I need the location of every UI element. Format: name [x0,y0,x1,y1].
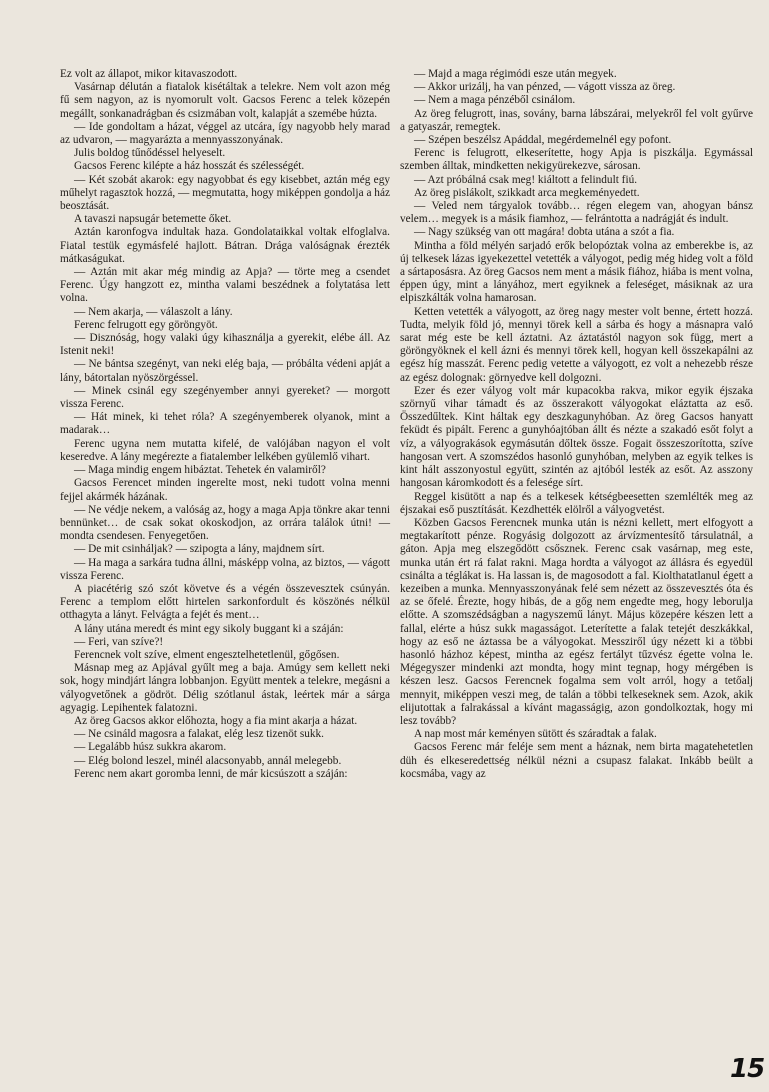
page-number: 15 [730,1054,765,1084]
paragraph: A lány utána meredt és mint egy sikoly buggant ki a száján: [74,622,344,635]
paragraph: — Két szobát akarok: egy nagyobbat és egy kisebbet, aztán még egy műhelyt ragasztok hozzá, — megmutatta, hogy miképpen gondolja a ház beosztását. [60,173,390,213]
paragraph: — Majd a maga régimódi esze után megyek. [414,68,617,80]
right-text-column [400,68,753,781]
paragraph: Közben Gacsos Ferencnek munka után is nézni kellett, mert elfogyott a megtakarított pénze. Rogyásig dolgozott az árvízmentesítő társulatnál, a gáton. Apja meg elszegődött csősznek. Ferenc csak vasárnap, meg este, munka után ért rá falat rakni. Maga hordta a vályogot az állásra és egyedül csinálta a téglákat is. Ha lassan is, de magosodott a fal. Kiolthatatlanul égett a kezeiben a munka. Mennyasszonyának felé sem nézett az összevesztés óta és az se őfelé. Érezte, hogy hibás, de a gőg nem engedte meg, hogy leborulja előtte. A szomszédságban a nagyszemű lányt. Május közepére készen lett a fallal, elérte a húsz sukk magasságot. Leterítette a falak tetejét deszkákkal, hogy az eső ne áztassa be a vályogokat. Messziről úgy nézett ki a többi hasonló házhoz képest, mintha az egész fertályt tűzvész égette volna le. Mégegyszer mindenki azt mondta, hogy mint tegnap, hogy mérgében is készen lesz. Gacsos Ferencnek fogalma sem volt arról, hogy a tetőalj mennyit, miképpen veszi meg, de talán a többi telkeseknek sem. Azok, akik elijutottak a falrakással a kívánt magasságig, azon gondolkoztak, hogy mi lesz tovább? [400,516,753,727]
paragraph: — Maga mindig engem hibáztat. Tehetek én valamiről? [74,464,326,477]
paragraph: — Elég bolond leszel, minél alacsonyabb, annál melegebb. [74,754,342,767]
paragraph: Ferenc ugyna nem mutatta kifelé, de valójában nagyon el volt keseredve. A lány megérezte a fiatalember lelkében gyülemlő vihart. [60,437,390,463]
paragraph: — Azt próbálná csak meg! kiáltott a felindult fiú. [414,173,638,186]
left-text-column [60,68,390,781]
paragraph: — Hát minek, ki tehet róla? A szegényemberek olyanok, mint a madarak… [60,411,390,437]
paragraph: — Disznóság, hogy valaki úgy kihasználja a gyerekit, elébe áll. Az Istenit neki! [60,332,390,358]
paragraph: Az öreg Gacsos akkor előhozta, hogy a fia mint akarja a házat. [74,714,358,727]
paragraph: A nap most már keményen sütött és száradtak a falak. [414,728,657,741]
paragraph: Ez volt az állapot, mikor kitavaszodott. [60,68,238,80]
paragraph: Julis boldog tűnődéssel helyeselt. [74,147,226,160]
paragraph: — Nagy szükség van ott magára! dobta utána a szót a fia. [414,226,675,239]
paragraph: — Feri, van szíve?! [74,635,164,648]
paragraph: Ezer és ezer vályog volt már kupacokba rakva, mikor egyik éjszaka szörnyű vihar támadt és az összerakott vályogokat eláztatta az eső. Összedűltek. Kint háltak egy deszkagunyhóban. Az öreg Gacsos hanyatt feküdt és pipált. Ferenc a gunyhóajtóban állt és nézte a szakadó esőt folyt a víz, a vályograkások egymásután dőltek össze. Fogait összeszorította, szíve hangosan vert. A szomszédos hasonló gunyhóban, melyben az egyik telkes is kint hált asszonyostul együtt, szintén az ajtóból lesték az esőt. Az asszony hangosan káromkodott és a felesége sírt. [400,384,753,490]
paragraph: Ferenc is felugrott, elkeserítette, hogy Apja is piszkálja. Egymással szemben álltak, mindketten nekigyürekezve, sárosan. [400,147,753,173]
paragraph: Gacsos Ferenc már feléje sem ment a háznak, nem birta magatehetetlen düh és elkeseredettség nélkül nézni a csupasz falakat. Inkább beült a kocsmába, vagy az [400,741,753,780]
paragraph: A tavaszi napsugár betemette őket. [74,213,232,226]
paragraph: — Aztán mit akar még mindig az Apja? — törte meg a csendet Ferenc. Úgy hangzott ez, mintha valami beszédnek a folytatása lett volna. [60,266,390,305]
paragraph: Mintha a föld mélyén sarjadó erők belopóztak volna az emberekbe is, az új telkesek lázas igyekezettel vetették a vályogot, pedig még hideg volt a föld a sártaposásra. Az öreg Gacsos nem ment a másik fiához, hiába is ment volna, éppen úgy, mint a lányához, mert egyiknek a feleséget, másiknak az ura elpiszkálták volna hamarosan. [400,239,753,305]
paragraph: — Ne bántsa szegényt, van neki elég baja, — próbálta védeni apját a lány, bátortalan nyöszörgéssel. [60,358,390,384]
paragraph: Gacsos Ferencet minden ingerelte most, neki tudott volna menni fejjel akármék házának. [60,477,390,503]
paragraph: Az öreg pislákolt, szikkadt arca megkeményedett. [414,186,640,199]
paragraph: — Ide gondoltam a házat, véggel az utcára, így nagyobb hely marad az udvaron, — magyarázta a mennyasszonyának. [60,120,390,147]
paragraph: — Ha maga a sarkára tudna állni, másképp volna, az biztos, — vágott vissza Ferenc. [60,556,390,582]
paragraph: — Minek csinál egy szegényember annyi gyereket? — morgott vissza Ferenc. [60,384,390,411]
paragraph: Aztán karonfogva indultak haza. Gondolataikkal voltak elfoglalva. Fiatal testük egymásfelé hajlott. Bátran. Drága valóságnak érezték mátkaságukat. [60,226,390,265]
paragraph: — Ne csináld magosra a falakat, elég lesz tizenöt sukk. [74,728,325,741]
paragraph: — De mit csinháljak? — szipogta a lány, majdnem sírt. [74,543,325,556]
paragraph: Másnap meg az Apjával gyűlt meg a baja. Amúgy sem kellett neki sok, hogy mindjárt lángra lobbanjon. Együtt mentek a telekre, megásni a vályogvetőnek a gödröt. Délig szótlanul ástak, leértek már a sárga agyagig. Lepihentek falatozni. [60,662,390,714]
paragraph: A piacétérig szó szót követve és a végén összevesztek csúnyán. Ferenc a templom előtt hirtelen sarkonfordult és köszönés nélkül otthagyta a lányt. Felvágta a fejét és ment… [60,582,390,622]
paragraph: — Szépen beszélsz Apáddal, megérdemelnél egy pofont. [414,134,672,147]
paragraph: Reggel kisütött a nap és a telkesek kétségbeesetten szemlélték meg az éjszakai eső pusztítását. Kezdhették elölről a vályogvetést. [400,490,753,516]
paragraph: — Akkor urizálj, ha van pénzed, — vágott vissza az öreg. [414,81,676,94]
paragraph: Az öreg felugrott, inas, sovány, barna lábszárai, melyekről fel volt gyűrve a gatyaszár, remegtek. [400,107,753,133]
paragraph: Ferenc nem akart goromba lenni, de már kicsúszott a száján: [74,767,348,780]
paragraph: — Veled nem tárgyalok tovább… régen elegem van, ahogyan bánsz velem… megyek is a másik fiamhoz, — felrántotta a nadrágját és indult. [400,200,753,226]
paragraph: Vasárnap délután a fiatalok kisétáltak a telekre. Nem volt azon még fű sem nagyon, az is nyomorult volt. Gacsos Ferenc a telek közepén megállt, sonkanadrágban és csizmában volt, kalapját a szemébe húzta. [60,81,390,120]
paragraph: — Nem akarja, — válaszolt a lány. [74,305,233,318]
paragraph: Gacsos Ferenc kilépte a ház hosszát és szélességét. [74,160,305,173]
paragraph: Ferenc felrugott egy göröngyöt. [74,318,218,331]
paragraph: — Nem a maga pénzéből csinálom. [414,94,576,107]
paragraph: Ketten vetették a vályogott, az öreg nagy mester volt benne, értett hozzá. Tudta, melyik föld jó, mennyi törek kell a sárba és hogy a másnapra való sarat még este be kell áztatni. Az áztatástól nagyon sok függ, mert a göröngyöknek el kell ázni és mennyi törek kell, hogyan kell összekapálni az egész híg masszát. Ferenc pedig vetette a vályogott, ez volt a nehezebb része az egész dolognak: görnyedve kell dolgozni. [400,305,753,384]
paragraph: — Legalább húsz sukkra akarom. [74,741,227,754]
paragraph: Ferencnek volt szíve, elment engesztelhetetlenül, gőgősen. [74,648,340,661]
paragraph: — Ne védje nekem, a valóság az, hogy a maga Apja tönkre akar tenni bennünket… de csak sokat okoskodjon, az orrára találok útni! — mondta csendesen. Fenyegetően. [60,503,390,543]
